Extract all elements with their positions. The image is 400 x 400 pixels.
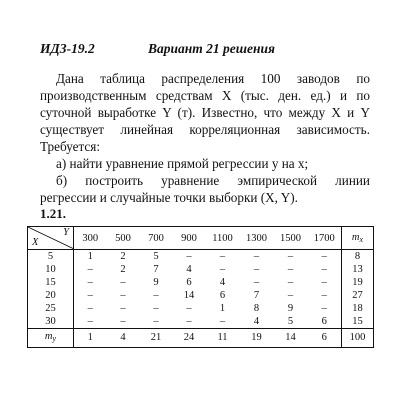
table-cell: – [287,251,294,262]
table-cell: 7 [153,264,159,275]
my-value: 21 [140,329,173,348]
row-mx-value: 19 [342,276,374,289]
table-cell: 9 [287,303,294,314]
table-row [28,276,374,289]
table-row [28,250,374,264]
table-cell: – [253,277,260,288]
corner-cell [28,227,74,250]
table-cell: – [120,303,126,314]
table-cell: – [219,264,226,275]
my-value: 11 [206,329,240,348]
table-cell: – [219,251,226,262]
corner-y-label: Y [63,227,69,238]
table-cell: 9 [153,277,159,288]
table-cell: – [186,251,192,262]
table-cell: – [287,264,294,275]
table-cell: – [153,303,159,314]
my-totals-row [28,329,374,348]
my-value: 6 [308,329,342,348]
table-cell: 5 [153,251,159,262]
table-cell: – [321,251,327,262]
table-cell: 6 [186,277,192,288]
intro-paragraph: Дана таблица распределения 100 заводов по производственным средствам X (тыс. ден. ед.) и по суточной выработке Y (т). Известно, что между X и Y существует линейная корреляционная зависимость. Требуется: [40,71,370,154]
table-cell: 6 [308,315,342,329]
table-cell: 6 [219,290,226,301]
row-mx-value: 18 [342,302,374,315]
table-cell: – [87,264,93,275]
table-row [28,302,374,315]
header-y-7: 1700 [308,227,342,250]
assignment-id: ИДЗ-19.2 [40,41,95,56]
my-value: 19 [240,329,274,348]
header-mx: $m_x$ [342,227,374,250]
row-x-value: 15 [28,276,74,289]
header-y-6: 1500 [274,227,308,250]
problem-statement [40,70,370,206]
table-cell: 5 [274,315,308,329]
my-value: 1 [74,329,107,348]
table-cell: 1 [87,251,93,262]
table-cell: 4 [219,277,226,288]
table-cell: – [206,315,240,329]
table-cell: – [87,277,93,288]
table-cell: – [107,315,140,329]
header-y-4: 1100 [206,227,240,250]
correlation-table [27,226,374,348]
table-cell: 4 [186,264,192,275]
row-x-value: 30 [28,315,74,329]
table-cell: – [321,264,327,275]
table-cell: 2 [120,264,126,275]
row-mx-value: 8 [342,250,374,264]
header-y-2: 700 [140,227,173,250]
header-y-0: 300 [74,227,107,250]
problem-number: 1.21. [40,206,66,221]
table-cell: – [253,264,260,275]
variant-title: Вариант 21 решения [148,41,275,56]
table-cell: 2 [120,251,126,262]
correlation-table-wrap [27,226,373,348]
row-mx-value: 15 [342,315,374,329]
table-cell: – [253,251,260,262]
table-cell: – [120,290,126,301]
corner-x-label: X [32,237,39,248]
table-cell: – [173,315,206,329]
table-cell: – [74,315,107,329]
table-cell: – [287,290,294,301]
task-item-a: а) найти уравнение прямой регрессии y на x; [56,156,309,171]
table-cell: 4 [240,315,274,329]
my-label: $m_y$ [28,329,74,348]
table-header-row [28,227,374,250]
row-mx-value: 27 [342,289,374,302]
table-cell: – [140,315,173,329]
row-x-value: 20 [28,289,74,302]
header-y-1: 500 [107,227,140,250]
table-cell: – [321,277,327,288]
table-cell: 1 [219,303,226,314]
header-y-3: 900 [173,227,206,250]
grand-total: 100 [342,329,374,348]
task-item-b: б) построить уравнение эмпирической линии регрессии и случайные точки выборки (X, Y). [40,173,370,205]
table-cell: – [321,290,327,301]
table-cell: – [186,303,192,314]
table-cell: 14 [183,290,195,301]
table-cell: – [87,303,93,314]
row-x-value: 25 [28,302,74,315]
table-cell: – [153,290,159,301]
table-cell: 8 [253,303,260,314]
row-x-value: 10 [28,263,74,276]
header-y-5: 1300 [240,227,274,250]
table-cell: – [120,277,126,288]
table-cell: – [321,303,327,314]
table-row [28,315,374,329]
row-x-value: 5 [28,250,74,264]
table-cell: – [87,290,93,301]
table-cell: – [287,277,294,288]
table-row [28,263,374,276]
table-row [28,289,374,302]
my-value: 4 [107,329,140,348]
my-value: 24 [173,329,206,348]
row-mx-value: 13 [342,263,374,276]
my-value: 14 [274,329,308,348]
table-cell: 7 [253,290,260,301]
